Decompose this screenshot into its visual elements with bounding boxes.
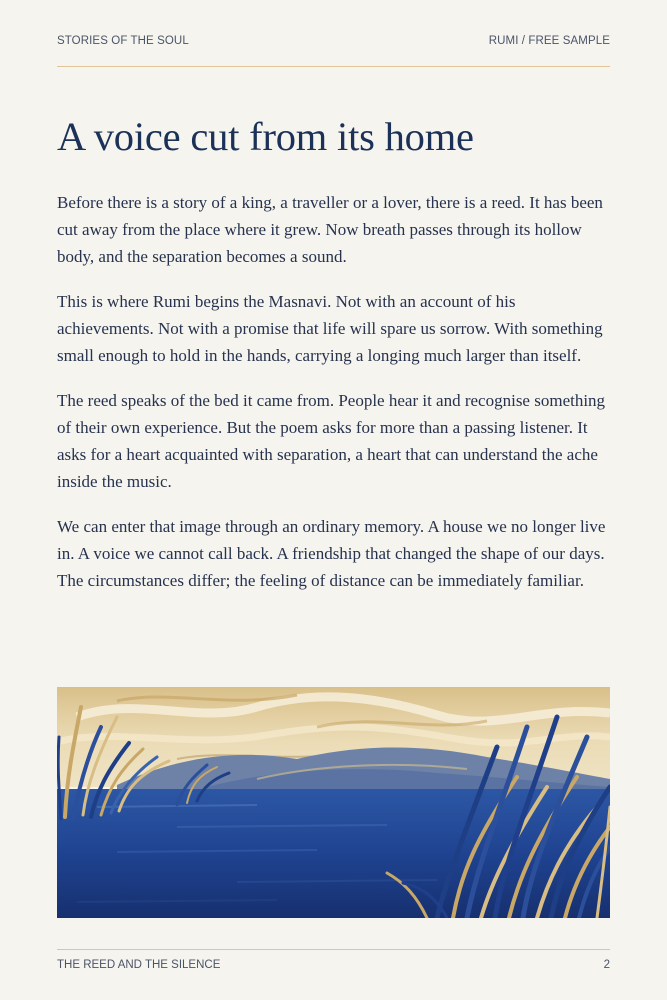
- reed-lake-painting: [57, 687, 610, 918]
- series-title: STORIES OF THE SOUL: [57, 35, 189, 47]
- paragraph: The reed speaks of the bed it came from. People hear it and recognise something of their own experience. But the poem asks for more than a passing listener. It asks for a heart acquainted with separation, a heart that can understand the ache inside the music.: [57, 391, 606, 491]
- running-header: [57, 35, 610, 67]
- sample-label: RUMI / FREE SAMPLE: [488, 35, 610, 47]
- page-number: 2: [603, 959, 610, 971]
- paragraph: This is where Rumi begins the Masnavi. Not with an account of his achievements. Not with a promise that life will spare us sorrow. With something small enough to hold in the hands, carrying a longing much larger than itself.: [57, 292, 603, 365]
- paragraph: Before there is a story of a king, a traveller or a lover, there is a reed. It has been cut away from the place where it grew. Now breath passes through its hollow body, and the separation becomes a sound.: [57, 193, 603, 266]
- chapter-body: [57, 189, 614, 612]
- chapter-title: A voice cut from its home: [57, 114, 474, 159]
- chapter-name: THE REED AND THE SILENCE: [57, 959, 221, 971]
- running-footer: [57, 949, 610, 971]
- paragraph: We can enter that image through an ordinary memory. A house we no longer live in. A voice we cannot call back. A friendship that changed the shape of our days. The circumstances differ; the feeling of distance can be immediately familiar.: [57, 517, 606, 590]
